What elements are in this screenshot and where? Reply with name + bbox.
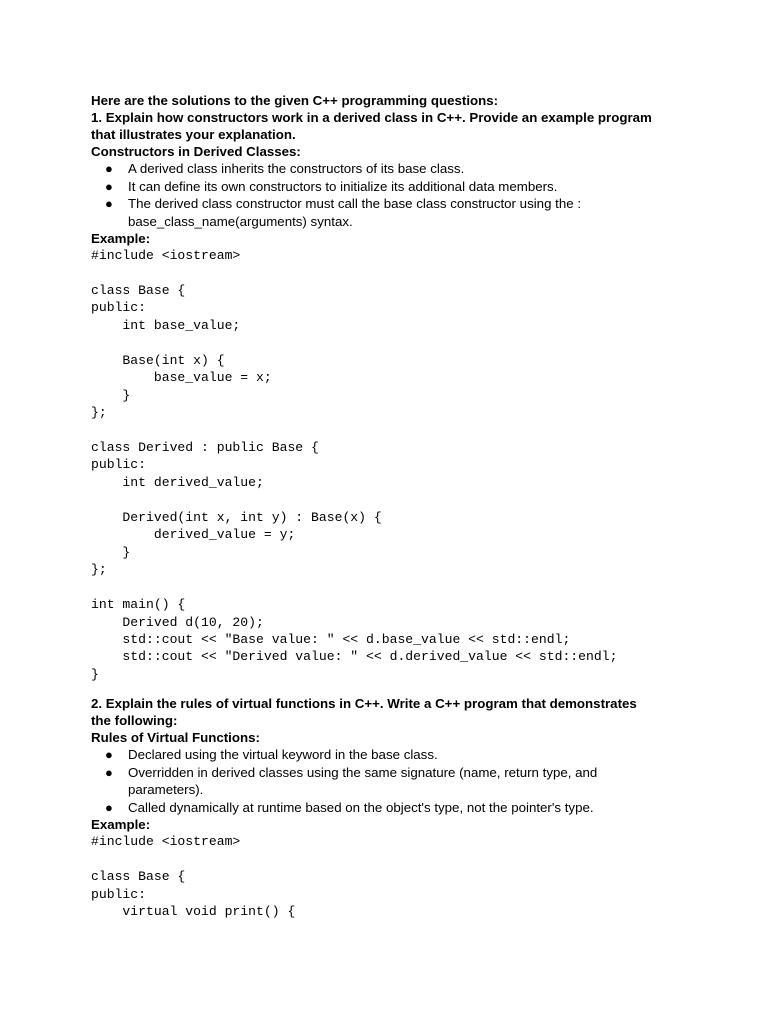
- question-2-section: [91, 695, 708, 920]
- question-1-example-label: Example:: [91, 231, 151, 246]
- list-item: [91, 178, 708, 196]
- list-item: [91, 195, 708, 230]
- question-1-section: [91, 109, 708, 683]
- bullet-text: Declared using the virtual keyword in the base class.: [128, 747, 438, 763]
- question-2-heading-line2: the following:: [91, 713, 178, 729]
- bullet-icon: ●: [105, 747, 113, 763]
- bullet-icon: ●: [105, 161, 113, 176]
- question-1-heading-line1: 1. Explain how constructors work in a derived class in C++. Provide an example program: [91, 110, 652, 125]
- question-1-heading-line2: that illustrates your explanation.: [91, 127, 296, 142]
- list-item: [91, 160, 708, 178]
- bullet-text: Called dynamically at runtime based on the object's type, not the pointer's type.: [128, 799, 594, 815]
- question-1-subheading: Constructors in Derived Classes:: [91, 144, 301, 159]
- bullet-text: Overridden in derived classes using the same signature (name, return type, and parameters).: [128, 764, 598, 798]
- bullet-icon: ●: [105, 764, 113, 780]
- question-2-subheading: Rules of Virtual Functions:: [91, 730, 260, 746]
- bullet-icon: ●: [105, 799, 113, 815]
- intro-text: Here are the solutions to the given C++ programming questions:: [91, 93, 499, 108]
- bullet-text: A derived class inherits the constructors of its base class.: [128, 161, 465, 176]
- question-2-example-label: Example:: [91, 817, 151, 833]
- question-2-bullet-list: [91, 746, 708, 816]
- bullet-icon: ●: [105, 178, 113, 194]
- question-2-heading-line1: 2. Explain the rules of virtual functions in C++. Write a C++ program that demonstrates: [91, 696, 637, 712]
- bullet-text: The derived class constructor must call the base class constructor using the : base_class_name(arguments) syntax.: [128, 196, 582, 229]
- list-item: [91, 764, 708, 799]
- list-item: [91, 799, 708, 817]
- list-item: [91, 746, 708, 764]
- question-1-code-block: #include <iostream> class Base { public: int base_value; Base(int x) { base_value = x; } }; class Derived : public Base { public: int derived_value; Derived(int x, int y) : Base(x) { derived_value = y; } }; int main() { Derived d(10, 20); std::cout << "Base value: " << d.base_value << std::endl; std::cout << "Derived value: " << d.derived_value << std::endl; }: [91, 248, 618, 682]
- question-1-bullet-list: [91, 160, 708, 230]
- bullet-text: It can define its own constructors to initialize its additional data members.: [128, 178, 558, 194]
- question-2-code-block: #include <iostream> class Base { public: virtual void print() {: [91, 834, 296, 920]
- bullet-icon: ●: [105, 196, 113, 211]
